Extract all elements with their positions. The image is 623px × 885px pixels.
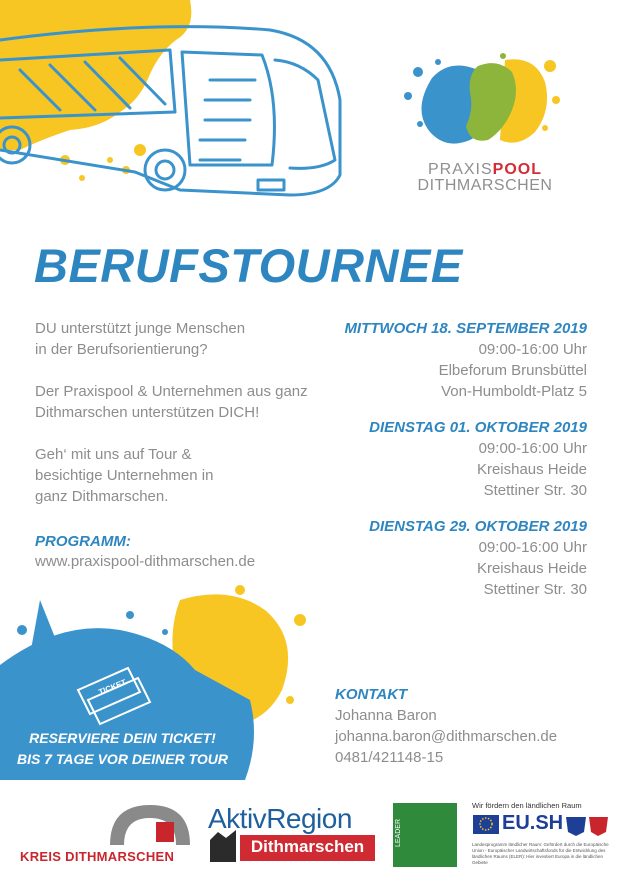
event-time: 09:00-16:00 Uhr bbox=[478, 440, 587, 457]
kreis-dithmarschen-logo: KREIS DITHMARSCHEN bbox=[20, 849, 175, 864]
event-address: Stettiner Str. 30 bbox=[483, 581, 587, 598]
contact-email[interactable]: johanna.baron@dithmarschen.de bbox=[335, 728, 558, 745]
intro-paragraph: Geh‘ mit uns auf Tour & besichtige Unternehmen in ganz Dithmarschen. bbox=[35, 446, 214, 505]
intro-text bbox=[35, 318, 335, 528]
praxispool-logo-icon bbox=[404, 53, 560, 144]
eu-funding-note: Landesprogramm ländlicher Raum: Gefördert durch die Europäische Union - Europäischer Landwirtschaftsfonds für die Entwicklung des ländlichen Raums (ELER): Hier investiert Europa in die ländlichen Gebiete bbox=[472, 842, 609, 865]
event-place: Elbeforum Brunsbüttel bbox=[438, 362, 587, 379]
contact-phone[interactable]: 0481/421148-15 bbox=[335, 749, 444, 766]
leader-label: LEADER bbox=[395, 818, 402, 847]
eu-heading: Wir fördern den ländlichen Raum bbox=[472, 801, 582, 810]
ticket-line-2: BIS 7 TAGE VOR DEINER TOUR bbox=[16, 751, 229, 767]
intro-paragraph: Der Praxispool & Unternehmen aus ganz Dithmarschen unterstützen DICH! bbox=[35, 383, 308, 421]
event-time: 09:00-16:00 Uhr bbox=[478, 539, 587, 556]
event-item bbox=[307, 516, 587, 600]
aktivregion-dithmarschen-bar: Dithmarschen bbox=[240, 835, 375, 861]
contact-name: Johanna Baron bbox=[335, 707, 437, 724]
ticket-icon-label: TICKET bbox=[97, 677, 128, 697]
event-address: Von-Humboldt-Platz 5 bbox=[441, 383, 587, 400]
aktivregion-logo: AktivRegion bbox=[208, 803, 352, 834]
event-place: Kreishaus Heide bbox=[476, 461, 587, 478]
event-place: Kreishaus Heide bbox=[476, 560, 587, 577]
event-item bbox=[307, 318, 587, 402]
ticket-callout bbox=[0, 728, 245, 770]
brand-dithmarschen: DITHMARSCHEN bbox=[417, 177, 553, 194]
event-date: DIENSTAG 01. OKTOBER 2019 bbox=[369, 419, 587, 436]
event-item bbox=[307, 417, 587, 501]
contact-heading: KONTAKT bbox=[335, 686, 408, 703]
event-list bbox=[307, 318, 587, 615]
kreis-logo-icon bbox=[110, 805, 190, 845]
eu-flag-icon bbox=[473, 815, 499, 834]
event-date: MITTWOCH 18. SEPTEMBER 2019 bbox=[344, 320, 587, 337]
brand-pool: POOL bbox=[492, 161, 543, 178]
programm-link[interactable]: www.praxispool-dithmarschen.de bbox=[35, 553, 256, 570]
contact-block bbox=[335, 684, 557, 768]
event-time: 09:00-16:00 Uhr bbox=[478, 341, 587, 358]
event-date: DIENSTAG 29. OKTOBER 2019 bbox=[369, 518, 587, 535]
programm-label: PROGRAMM: bbox=[35, 533, 131, 550]
leader-logo bbox=[393, 803, 457, 867]
praxispool-wordmark bbox=[405, 162, 565, 194]
ticket-line-1: RESERVIERE DEIN TICKET! bbox=[29, 730, 216, 746]
brand-praxis: PRAXIS bbox=[427, 161, 493, 178]
eush-logo: EU.SH bbox=[502, 812, 564, 834]
sh-coat-icon bbox=[566, 817, 608, 836]
page-title: BERUFSTOURNEE bbox=[34, 239, 463, 292]
intro-paragraph: DU unterstützt junge Menschen in der Berufsorientierung? bbox=[35, 320, 246, 358]
event-address: Stettiner Str. 30 bbox=[483, 482, 587, 499]
